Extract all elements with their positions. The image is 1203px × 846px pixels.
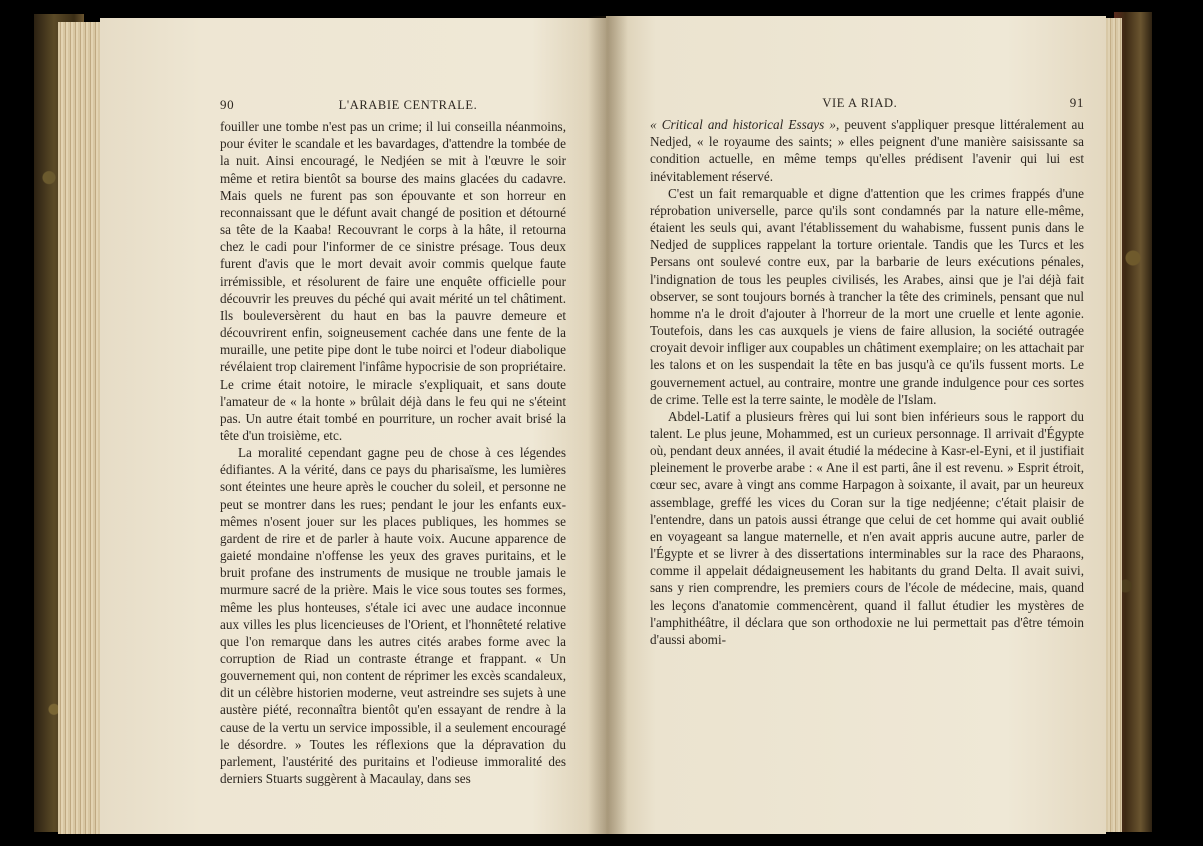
- left-page: [100, 18, 608, 834]
- essays-title-italic: « Critical and historical Essays »: [650, 117, 836, 133]
- right-paragraph-3: Abdel-Latif a plusieurs frères qui lui sont bien inférieurs sous le rapport du talent. Le plus jeune, Mohammed, est un curieux personnage. Il arrivait d'Égypte où, pendant deux années, il avait étudié la médecine à Kasr-el-Eyni, et il justifiait pleinement le proverbe arabe : « Ane il est parti, âne il est revenu. » Esprit étroit, cœur sec, avare à vingt ans comme Harpagon à soixante, il avait, par un heureux assemblage, greffé les vices du Coran sur la tige nedjéenne; c'était plaisir de l'entendre, dans un patois aussi étrange que celui de cet homme qui avait oublié en voyageant sa langue maternelle, et n'en avait appris aucune autre, parler de l'Égypte et se livrer à des dissertations interminables sur la race des Pharaons, comme il appelait dédaigneusement les habitants du grand Delta. Il avait suivi, sans y rien comprendre, les premiers cours de l'école de médecine, mais, quand les leçons d'anatomie commencèrent, quand il fallut étudier les mystères de l'amphithéâtre, il déclara que son orthodoxie ne lui permettait pas d'être témoin d'aussi abomi-: [650, 408, 1084, 647]
- right-paragraph-1: [650, 116, 1084, 185]
- left-running-head: L'ARABIE CENTRALE.: [338, 98, 478, 112]
- right-paragraph-1-text: , peuvent s'appliquer presque littéralement au Nedjed, « le royaume des saints; » elles peignent d'une manière saisissante sa condition actuelle, en même temps qu'elles prédisent l'avenir qui lui est inévitablement réservé.: [650, 117, 1084, 184]
- right-paragraph-2: C'est un fait remarquable et digne d'attention que les crimes frappés d'une réprobation universelle, parce qu'ils sont condamnés par la nature elle-même, étaient les seuls qui, avant l'établissement du wahabisme, fussent punis dans le Nedjed de supplices rappelant la torture orientale. Tandis que les Turcs et les Persans ont soulevé contre eux, par la barbarie de leurs exécutions pénales, l'indignation de tous les peuples civilisés, les Arabes, ainsi que je l'ai déjà fait observer, se sont toujours bornés à trancher la tête des criminels, pensant que nul homme n'a le droit d'ajouter à l'horreur de la mort une cruelle et lente agonie. Toutefois, dans les cas auxquels je viens de faire allusion, la société outragée croyait devoir infliger aux coupables un châtiment exemplaire; on les attachait par les talons et on les suspendait la tête en bas jusqu'à ce qu'ils fussent morts. Le gouvernement actuel, au contraire, montre une grande indulgence pour ces sortes de crime. Telle est la terre sainte, le modèle de l'Islam.: [650, 185, 1084, 407]
- left-paragraph-2: La moralité cependant gagne peu de chose à ces légendes édifiantes. A la vérité, dans ce pays du pharisaïsme, les lumières sont éteintes une heure après le coucher du soleil, et personne ne peut se montrer dans les rues; pendant le jour les enfants eux-mêmes n'osent jouer sur les places publiques, les hommes se gardent de rire et de parler à haute voix. Aucune apparence de gaieté mondaine n'offense les yeux des graves puritains, et le bruit profane des instruments de musique ne trouble jamais le murmure sacré de la prière. Mais le vice sous toutes ses formes, même les plus honteuses, s'étale ici avec une audace inconnue aux villes les plus licencieuses de l'Orient, et l'honnêteté relative que l'on remarque dans les autres cités arabes forme avec la corruption de Riad un contraste étrange et frappant. « Un gouvernement qui, non content de réprimer les excès scandaleux, dit un célèbre historien moderne, veut astreindre ses sujets à une austère piété, reconnaîtra bientôt qu'en essayant de rendre à la cause de la vertu un service impossible, il a seulement encouragé le désordre. » Toutes les réflexions que la dépravation du parlement, l'austérité des puritains et l'odieuse immoralité des derniers Stuarts suggèrent à Macaulay, dans ses: [220, 445, 566, 787]
- right-page-number: 91: [1069, 95, 1084, 110]
- left-page-edges: [58, 22, 106, 834]
- right-page-header: [650, 94, 1084, 112]
- right-running-head: VIE A RIAD.: [822, 96, 898, 110]
- left-page-number: 90: [220, 97, 235, 112]
- left-page-header: [220, 96, 566, 114]
- right-page: [606, 16, 1106, 834]
- left-paragraph-1: fouiller une tombe n'est pas un crime; il lui conseilla néanmoins, pour éviter le scandale et les bavardages, d'attendre la tombée de la nuit. Ainsi encouragé, le Nedjéen se mit à l'œuvre le soir même et retira bientôt sa bourse des mains glacées du cadavre. Mais quels ne furent pas son épouvante et son horreur en reconnaissant que le défunt avait changé de position et détourné sa tête de la Kaaba! Recouvrant le corps à la hâte, il retourna chez le cadi pour l'informer de ce sinistre présage. Tous deux furent d'avis que le mort devait avoir commis quelque faute irrémissible, et résolurent de faire une enquête officielle pour découvrir les preuves du péché qui avait mérité un tel châtiment. Ils bouleversèrent du haut en bas la pauvre demeure et découvrirent enfin, soigneusement cachée dans une fente de la muraille, une petite pipe dont le tube noirci et l'odeur diabolique révélaient trop clairement l'infâme hypocrisie de son propriétaire. Le crime était notoire, le miracle s'expliquait, et sans doute l'amateur de « la honte » brûlait déjà dans le feu qui ne s'éteint pas. Un autre était tombé en pourriture, un rocher avait brisé la tête d'un troisième, etc.: [220, 119, 566, 443]
- book-gutter: [588, 16, 628, 834]
